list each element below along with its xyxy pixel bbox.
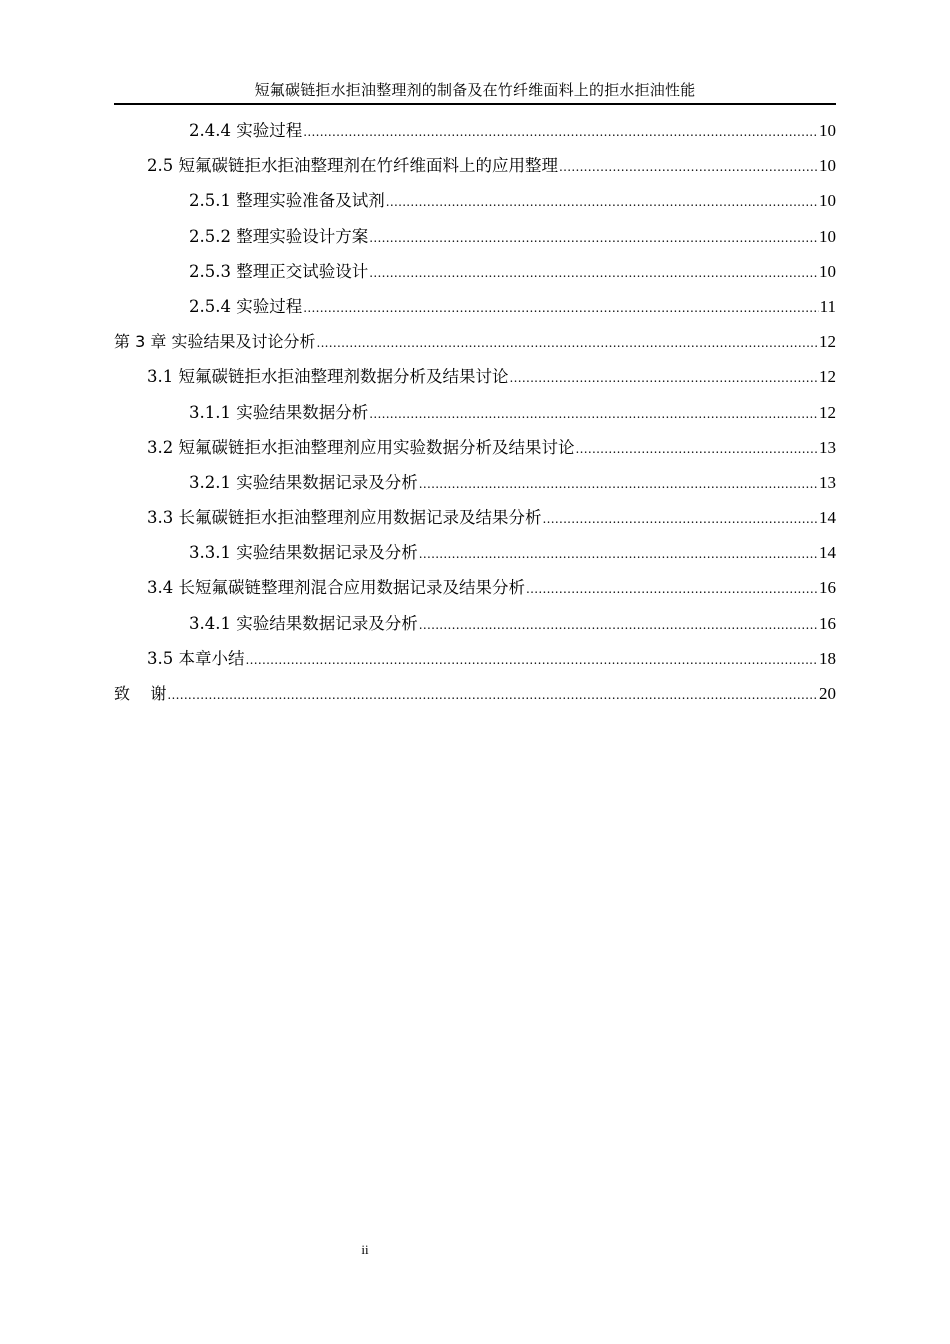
- toc-entry-title: 3.2.1 实验结果数据记录及分析: [189, 472, 418, 492]
- toc-entry-page: 10: [819, 156, 836, 176]
- table-of-contents: [114, 118, 836, 716]
- toc-entry-page: 14: [819, 543, 836, 563]
- toc-entry-3-1[interactable]: [114, 364, 836, 399]
- toc-entry-page: 20: [819, 684, 836, 703]
- dot-leader: [419, 612, 818, 638]
- toc-entry-title: 2.5.2 整理实验设计方案: [189, 226, 369, 246]
- dot-leader: [576, 436, 819, 462]
- dot-leader: [303, 295, 818, 321]
- toc-entry-page: 10: [819, 121, 836, 140]
- toc-entry-title: 3.4 长短氟碳链整理剂混合应用数据记录及结果分析: [147, 578, 525, 598]
- toc-entry-page: 12: [819, 402, 836, 422]
- toc-entry-title: 2.5.4 实验过程: [189, 296, 303, 316]
- toc-entry-title: 3.3.1 实验结果数据记录及分析: [189, 543, 418, 563]
- toc-entry-page: 10: [819, 191, 836, 211]
- toc-entry-title: 2.5.3 整理正交试验设计: [189, 261, 369, 281]
- toc-entry-3-3[interactable]: [114, 505, 836, 540]
- dot-leader: [419, 541, 818, 567]
- toc-entry-page: 12: [819, 332, 836, 352]
- toc-entry-3-4-1[interactable]: [114, 611, 836, 646]
- running-header: 短氟碳链拒水拒油整理剂的制备及在竹纤维面料上的拒水拒油性能: [254, 81, 696, 99]
- page-number: ii: [361, 1242, 369, 1257]
- dot-leader: [526, 576, 818, 602]
- dot-leader: [246, 647, 819, 673]
- toc-entry-title: 2.5 短氟碳链拒水拒油整理剂在竹纤维面料上的应用整理: [147, 156, 558, 176]
- dot-leader: [369, 401, 818, 427]
- toc-entry-3-2[interactable]: [114, 435, 836, 470]
- toc-entry-2-5-2[interactable]: [114, 224, 836, 259]
- toc-entry-2-5-3[interactable]: [114, 259, 836, 294]
- toc-entry-page: 10: [819, 261, 836, 281]
- dot-leader: [510, 365, 819, 391]
- toc-entry-page: 14: [819, 508, 836, 528]
- toc-entry-page: 18: [819, 648, 836, 668]
- toc-entry-title: 3.5 本章小结: [147, 648, 245, 668]
- dot-leader: [369, 260, 818, 286]
- toc-entry-page: 12: [819, 367, 836, 387]
- toc-entry-page: 13: [819, 437, 836, 457]
- toc-entry-title: 第 3 章 实验结果及讨论分析: [114, 332, 316, 352]
- toc-entry-page: 16: [819, 613, 836, 633]
- toc-entry-2-4-4[interactable]: [114, 118, 836, 153]
- toc-entry-2-5-1[interactable]: [114, 188, 836, 223]
- header-rule: [114, 103, 836, 105]
- dot-leader: [303, 119, 818, 145]
- toc-entry-title: 3.1 短氟碳链拒水拒油整理剂数据分析及结果讨论: [147, 367, 509, 387]
- dot-leader: [559, 154, 818, 180]
- toc-entry-3-4[interactable]: [114, 575, 836, 610]
- toc-entry-title: 3.3 长氟碳链拒水拒油整理剂应用数据记录及结果分析: [147, 508, 542, 528]
- toc-entry-page: 10: [819, 226, 836, 246]
- toc-entry-title: 2.5.1 整理实验准备及试剂: [189, 191, 385, 211]
- toc-entry-title: 3.2 短氟碳链拒水拒油整理剂应用实验数据分析及结果讨论: [147, 437, 575, 457]
- toc-entry-title: 致 谢: [114, 684, 167, 703]
- dot-leader: [167, 682, 818, 708]
- dot-leader: [386, 189, 818, 215]
- toc-entry-title: 2.4.4 实验过程: [189, 121, 303, 140]
- toc-entry-page: 16: [819, 578, 836, 598]
- toc-entry-2-5-4[interactable]: [114, 294, 836, 329]
- toc-entry-page: 13: [819, 472, 836, 492]
- dot-leader: [543, 506, 819, 532]
- toc-entry-2-5[interactable]: [114, 153, 836, 188]
- toc-entry-3-3-1[interactable]: [114, 540, 836, 575]
- dot-leader: [316, 330, 818, 356]
- toc-entry-3-2-1[interactable]: [114, 470, 836, 505]
- dot-leader: [369, 225, 818, 251]
- toc-entry-title: 3.4.1 实验结果数据记录及分析: [189, 613, 418, 633]
- toc-entry-3-1-1[interactable]: [114, 400, 836, 435]
- toc-entry-title: 3.1.1 实验结果数据分析: [189, 402, 369, 422]
- toc-entry-page: 11: [819, 296, 836, 316]
- toc-entry-3-5[interactable]: [114, 646, 836, 681]
- toc-entry-chapter-3[interactable]: [114, 329, 836, 364]
- dot-leader: [419, 471, 818, 497]
- toc-entry-acknowledgements[interactable]: [114, 681, 836, 716]
